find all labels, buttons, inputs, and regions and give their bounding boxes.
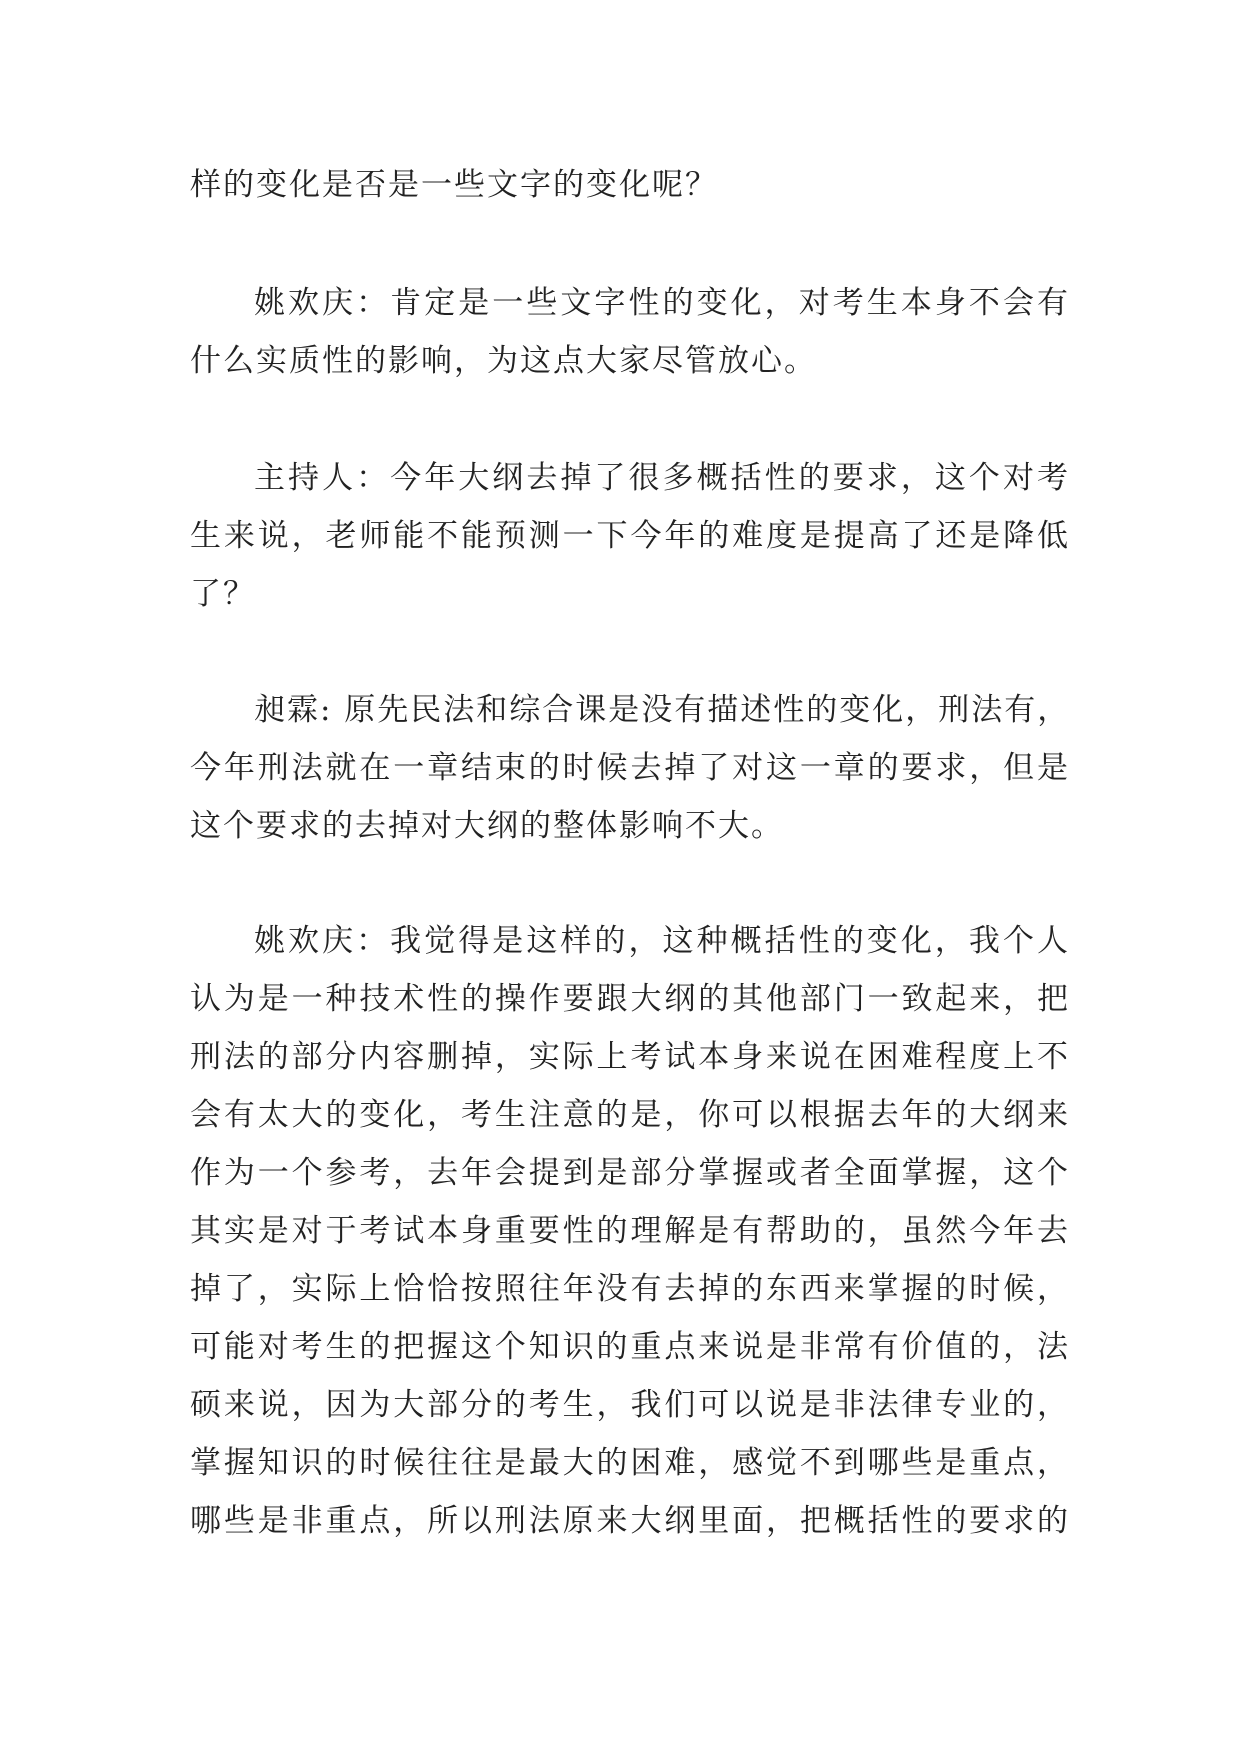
text-line: 其实是对于考试本身重要性的理解是有帮助的，虽然今年去 [190, 1213, 1070, 1249]
text-line: 刑法的部分内容删掉，实际上考试本身来说在困难程度上不 [190, 1039, 1070, 1075]
text-line: 什么实质性的影响，为这点大家尽管放心。 [190, 343, 817, 379]
paragraph-yao-answer-2 [190, 912, 1070, 1550]
text-line: 硕来说，因为大部分的考生，我们可以说是非法律专业的， [190, 1387, 1070, 1423]
text-line: 作为一个参考，去年会提到是部分掌握或者全面掌握，这个 [190, 1155, 1070, 1191]
text-line: 姚欢庆：我觉得是这样的，这种概括性的变化，我个人 [254, 923, 1070, 959]
text-line: 样的变化是否是一些文字的变化呢？ [190, 167, 718, 203]
text-line: 掌握知识的时候往往是最大的困难，感觉不到哪些是重点， [190, 1445, 1070, 1481]
text-line: 姚欢庆：肯定是一些文字性的变化，对考生本身不会有 [254, 285, 1070, 321]
text-line: 这个要求的去掉对大纲的整体影响不大。 [190, 808, 784, 844]
text-line: 掉了，实际上恰恰按照往年没有去掉的东西来掌握的时候， [190, 1271, 1070, 1307]
text-line: 哪些是非重点，所以刑法原来大纲里面，把概括性的要求的 [190, 1503, 1070, 1539]
text-line: 主持人：今年大纲去掉了很多概括性的要求，这个对考 [254, 460, 1070, 496]
text-line: 认为是一种技术性的操作要跟大纲的其他部门一致起来，把 [190, 981, 1070, 1017]
text-line: 生来说，老师能不能预测一下今年的难度是提高了还是降低 [190, 518, 1070, 554]
text-line: 了？ [190, 576, 256, 612]
paragraph-continuation [190, 156, 1070, 214]
text-line: 可能对考生的把握这个知识的重点来说是非常有价值的，法 [190, 1329, 1070, 1365]
paragraph-host-question [190, 449, 1070, 623]
text-line: 昶霖: 原先民法和综合课是没有描述性的变化，刑法有， [254, 692, 1071, 728]
paragraph-changlin-answer [190, 681, 1070, 855]
paragraph-yao-answer-1 [190, 274, 1070, 390]
text-line: 今年刑法就在一章结束的时候去掉了对这一章的要求，但是 [190, 750, 1070, 786]
text-line: 会有太大的变化，考生注意的是，你可以根据去年的大纲来 [190, 1097, 1070, 1133]
